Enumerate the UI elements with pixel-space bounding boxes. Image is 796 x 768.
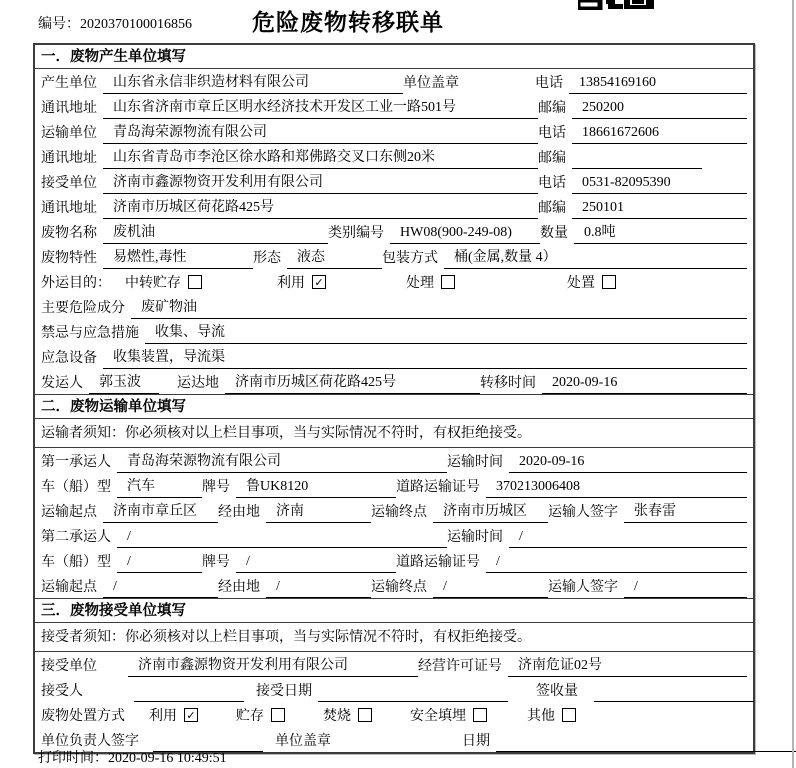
serial-number: 2020370100016856 (80, 17, 192, 32)
form-section-2 (35, 394, 753, 598)
field-label: 经营许可证号 (418, 659, 502, 674)
field-value: / (509, 529, 747, 548)
field-label: 接受单位 (41, 176, 97, 191)
field-value: 0531-82095390 (572, 175, 747, 194)
field-label: 道路运输证号 (396, 480, 480, 495)
form-row (35, 448, 753, 473)
field-label: 邮编 (538, 151, 566, 166)
field-value: 液态 (287, 246, 382, 269)
field-label: 道路运输证号 (396, 555, 480, 570)
page-edge-divider (792, 0, 794, 768)
field-label: 形态 (253, 251, 281, 266)
field-label: 经由地 (218, 580, 260, 595)
field-label: 主要危险成分 (41, 301, 125, 316)
field-value: 250200 (572, 100, 747, 119)
form-row (35, 369, 753, 394)
field-value: 山东省济南市章丘区明水经济技术开发区工业一路501号 (103, 96, 538, 119)
field-label: 转移时间 (480, 376, 536, 391)
field-value: 桶(金属,数量 4） (444, 246, 747, 269)
field-label: 经由地 (218, 505, 260, 520)
field-value: 青岛海荣源物流有限公司 (103, 121, 538, 144)
field-value (318, 684, 508, 702)
form-row (35, 69, 753, 94)
field-value: 山东省永信非织造材料有限公司 (103, 71, 403, 94)
field-value: HW08(900-249-08) (390, 225, 540, 244)
serial-label: 编号： (38, 17, 80, 32)
field-label: 包装方式 (382, 251, 438, 266)
field-label: 接受人 (41, 684, 83, 699)
checkbox-label: 利用 (149, 709, 177, 724)
checkbox-box-icon (441, 275, 455, 289)
field-label: 运输单位 (41, 126, 97, 141)
field-value: 济南 (266, 500, 371, 523)
checkbox-unchecked (527, 705, 576, 727)
field-label: 数量 (540, 226, 568, 241)
checkbox-box-icon: ✓ (184, 708, 198, 722)
form-row (35, 194, 753, 219)
field-label: 接受单位 (41, 659, 97, 674)
qr-code-partial-icon (578, 0, 654, 10)
field-value: 济南市章丘区 (103, 500, 218, 523)
field-label: 邮编 (538, 201, 566, 216)
field-value: 370213006408 (486, 479, 747, 498)
checkbox-label: 中转贮存 (125, 276, 181, 291)
field-label: 车（船）型 (41, 480, 111, 495)
field-value: 收集、导流 (145, 321, 747, 344)
form-row (35, 319, 753, 344)
section-note: 运输者须知：你必须核对以上栏目事项，当与实际情况不符时，有权拒绝接受。 (35, 419, 753, 448)
field-value: 18661672606 (572, 125, 747, 144)
checkbox-checked (277, 272, 326, 294)
form-row (35, 498, 753, 523)
print-time-label: 打印时间： (38, 751, 108, 766)
field-label: 单位盖章 (403, 76, 459, 91)
field-value: / (624, 579, 747, 598)
checkbox-unchecked (410, 705, 487, 727)
field-value: 济南市历城区 (433, 500, 548, 523)
checkbox-box-icon (473, 708, 487, 722)
checkbox-box-icon (188, 275, 202, 289)
checkbox-unchecked (567, 272, 616, 294)
field-label: 通讯地址 (41, 151, 97, 166)
print-time-line (38, 747, 227, 767)
field-label: 通讯地址 (41, 101, 97, 116)
checkbox-box-icon: ✓ (312, 275, 326, 289)
field-label: 签收量 (536, 684, 578, 699)
field-value: 收集装置，导流渠 (103, 346, 747, 369)
checkbox-unchecked (323, 705, 372, 727)
field-value: 废矿物油 (131, 296, 747, 319)
field-label: 外运目的： (41, 276, 111, 291)
field-value: 废机油 (103, 221, 328, 244)
field-value: / (433, 579, 548, 598)
field-label: 类别编号 (328, 226, 384, 241)
field-label: 第一承运人 (41, 455, 111, 470)
field-label: 接受日期 (256, 684, 312, 699)
field-label: 废物特性 (41, 251, 97, 266)
checkbox-box-icon (358, 708, 372, 722)
field-value: 济南市历城区荷花路425号 (103, 196, 538, 219)
form-row (35, 702, 753, 727)
form-row (35, 169, 753, 194)
field-value: 13854169160 (569, 75, 747, 94)
print-time-value: 2020-09-16 10:49:51 (108, 751, 227, 766)
form-row (35, 144, 753, 169)
form-row (35, 119, 753, 144)
field-label: 运输终点 (371, 580, 427, 595)
field-value: 250101 (572, 200, 747, 219)
section-heading: 一．废物产生单位填写 (35, 45, 753, 69)
field-label: 单位负责人签字 (41, 734, 139, 749)
field-value: 张春雷 (624, 500, 747, 523)
field-value: 青岛海荣源物流有限公司 (117, 450, 447, 473)
field-label: 发运人 (41, 376, 83, 391)
field-value: 2020-09-16 (509, 454, 747, 473)
field-label: 第二承运人 (41, 530, 111, 545)
field-value: 鲁UK8120 (236, 475, 396, 498)
field-label: 运输时间 (447, 530, 503, 545)
form-table (33, 43, 755, 754)
field-label: 运输人签字 (548, 580, 618, 595)
field-label: 通讯地址 (41, 201, 97, 216)
checkbox-box-icon (271, 708, 285, 722)
field-label: 应急设备 (41, 351, 97, 366)
field-label: 废物处置方式 (41, 709, 125, 724)
form-row (35, 269, 753, 294)
field-label: 运输起点 (41, 580, 97, 595)
field-label: 运输起点 (41, 505, 97, 520)
field-value (572, 151, 702, 169)
field-value: / (117, 554, 202, 573)
checkbox-box-icon (562, 708, 576, 722)
field-label: 运输时间 (447, 455, 503, 470)
form-row (35, 94, 753, 119)
field-value: 汽车 (117, 475, 202, 498)
field-label: 电话 (535, 76, 563, 91)
document-header (0, 0, 796, 42)
form-row (35, 294, 753, 319)
checkbox-checked (149, 705, 198, 727)
checkbox-label: 贮存 (236, 709, 264, 724)
field-label: 单位盖章 (275, 734, 331, 749)
form-row (35, 523, 753, 548)
field-label: 电话 (538, 126, 566, 141)
field-label: 运达地 (177, 376, 219, 391)
field-value (496, 734, 796, 752)
checkbox-label: 处置 (567, 276, 595, 291)
checkbox-unchecked (236, 705, 285, 727)
field-label: 日期 (462, 734, 490, 749)
field-value: / (236, 554, 396, 573)
field-label: 禁忌与应急措施 (41, 326, 139, 341)
form-row (35, 473, 753, 498)
field-value: 济南危证02号 (508, 654, 747, 677)
field-value: / (103, 579, 218, 598)
field-label: 电话 (538, 176, 566, 191)
field-value: 郭玉波 (89, 371, 159, 394)
field-label: 车（船）型 (41, 555, 111, 570)
field-value (594, 684, 754, 702)
section-heading: 三．废物接受单位填写 (35, 598, 753, 623)
field-value: 济南市鑫源物资开发利用有限公司 (128, 654, 418, 677)
checkbox-box-icon (602, 275, 616, 289)
field-value: 2020-09-16 (542, 375, 747, 394)
checkbox-label: 利用 (277, 276, 305, 291)
field-label: 废物名称 (41, 226, 97, 241)
field-label: 牌号 (202, 480, 230, 495)
field-label: 邮编 (538, 101, 566, 116)
form-row (35, 573, 753, 598)
form-section-1 (35, 45, 753, 394)
form-row (35, 548, 753, 573)
form-row (35, 344, 753, 369)
checkbox-label: 安全填埋 (410, 709, 466, 724)
field-value: 易燃性,毒性 (103, 246, 253, 269)
field-label: 牌号 (202, 555, 230, 570)
field-value: 济南市历城区荷花路425号 (225, 371, 480, 394)
field-value (134, 684, 244, 702)
field-value: / (117, 529, 447, 548)
checkbox-label: 其他 (527, 709, 555, 724)
checkbox-label: 处理 (406, 276, 434, 291)
checkbox-unchecked (406, 272, 455, 294)
field-value: 0.8吨 (574, 221, 747, 244)
section-heading: 二．废物运输单位填写 (35, 394, 753, 419)
field-value: / (266, 579, 371, 598)
page-title: 危险废物转移联单 (252, 10, 444, 35)
field-value: 济南市鑫源物资开发利用有限公司 (103, 171, 538, 194)
field-value: 山东省青岛市李沧区徐水路和郑佛路交叉口东侧20米 (103, 146, 538, 169)
field-label: 产生单位 (41, 76, 97, 91)
field-label: 运输终点 (371, 505, 427, 520)
checkbox-label: 焚烧 (323, 709, 351, 724)
field-value: / (486, 554, 747, 573)
form-section-3 (35, 598, 753, 752)
form-row (35, 244, 753, 269)
field-label: 运输人签字 (548, 505, 618, 520)
form-row (35, 677, 753, 702)
form-row (35, 219, 753, 244)
section-note: 接受者须知：你必须核对以上栏目事项，当与实际情况不符时，有权拒绝接受。 (35, 623, 753, 652)
form-row (35, 652, 753, 677)
checkbox-unchecked (125, 272, 202, 294)
